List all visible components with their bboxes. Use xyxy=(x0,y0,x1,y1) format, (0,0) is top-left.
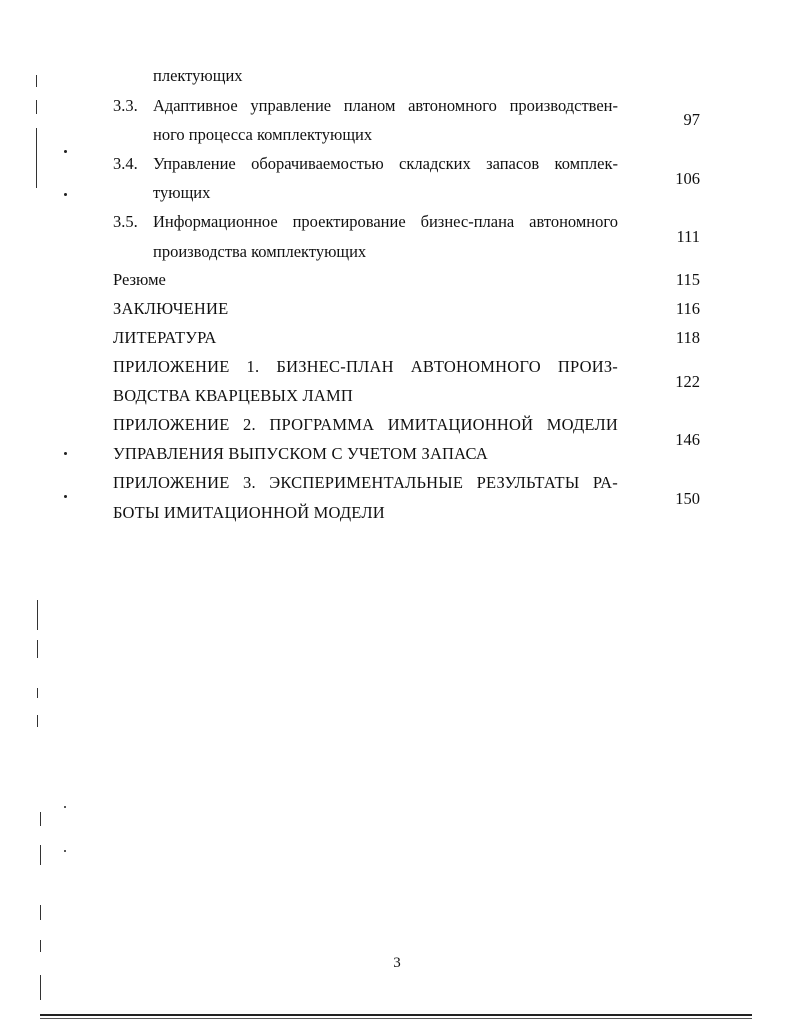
scan-artifact-mark xyxy=(37,688,38,698)
bottom-scan-edge xyxy=(40,1018,752,1019)
toc-entry-3-5-number: 3.5. xyxy=(113,212,138,231)
toc-continuation: плектующих xyxy=(153,66,243,85)
toc-entry-appendix-3-page: 150 xyxy=(675,489,700,508)
toc-entry-appendix-1-line2: ВОДСТВА КВАРЦЕВЫХ ЛАМП xyxy=(113,386,354,405)
scan-artifact-mark xyxy=(36,128,37,188)
scan-artifact-mark xyxy=(40,845,41,865)
scan-artifact-mark xyxy=(36,100,37,114)
toc-entry-literature: ЛИТЕРАТУРА xyxy=(113,328,217,347)
toc-entry-3-3-page: 97 xyxy=(683,110,700,129)
toc-entry-literature-page: 118 xyxy=(675,328,700,347)
scan-artifact-mark xyxy=(37,715,38,727)
toc-entry-appendix-3-line2: БОТЫ ИМИТАЦИОННОЙ МОДЕЛИ xyxy=(113,503,385,522)
scan-artifact-mark xyxy=(40,812,41,826)
toc-entry-3-5-page: 111 xyxy=(676,227,700,246)
toc-entry-3-5-line1: Информационное проектирование бизнес-плана автономного xyxy=(153,212,618,231)
bottom-scan-edge xyxy=(40,1014,752,1016)
toc-entry-appendix-2-page: 146 xyxy=(675,430,700,449)
scan-artifact-mark xyxy=(37,600,38,630)
toc-entry-3-5-line2: производства комплектующих xyxy=(153,242,367,261)
scan-artifact-dot xyxy=(64,150,67,153)
toc-entry-3-3-line1: Адаптивное управление планом автономного производствен- xyxy=(153,96,618,115)
toc-entry-3-4-line2: тующих xyxy=(153,183,211,202)
toc-entry-3-4-number: 3.4. xyxy=(113,154,138,173)
toc-entry-appendix-1-line1: ПРИЛОЖЕНИЕ 1. БИЗНЕС-ПЛАН АВТОНОМНОГО ПРОИЗ- xyxy=(113,357,618,376)
page-number: 3 xyxy=(393,955,401,971)
toc-entry-3-3-number: 3.3. xyxy=(113,96,138,115)
scan-artifact-dot xyxy=(64,452,67,455)
scan-artifact-dot xyxy=(64,850,66,852)
scan-artifact-dot xyxy=(64,193,67,196)
toc-entry-3-4-line1: Управление оборачиваемостью складских запасов комплек- xyxy=(153,154,618,173)
scan-artifact-dot xyxy=(64,495,67,498)
scan-artifact-mark xyxy=(37,640,38,658)
toc-entry-appendix-3-line1: ПРИЛОЖЕНИЕ 3. ЭКСПЕРИМЕНТАЛЬНЫЕ РЕЗУЛЬТАТЫ РА- xyxy=(113,473,618,492)
scan-artifact-mark xyxy=(36,75,37,87)
scan-artifact-dot xyxy=(64,806,66,808)
scan-artifact-mark xyxy=(40,905,41,920)
toc-entry-resume: Резюме xyxy=(113,270,166,289)
toc-entry-appendix-1-page: 122 xyxy=(675,372,700,391)
toc-entry-appendix-2-line2: УПРАВЛЕНИЯ ВЫПУСКОМ С УЧЕТОМ ЗАПАСА xyxy=(113,444,488,463)
toc-entry-conclusion: ЗАКЛЮЧЕНИЕ xyxy=(113,299,229,318)
scan-artifact-mark xyxy=(40,940,41,952)
toc-entry-appendix-2-line1: ПРИЛОЖЕНИЕ 2. ПРОГРАММА ИМИТАЦИОННОЙ МОДЕЛИ xyxy=(113,415,618,434)
toc-entry-conclusion-page: 116 xyxy=(675,299,700,318)
toc-entry-3-4-page: 106 xyxy=(675,169,700,188)
toc-entry-3-3-line2: ного процесса комплектующих xyxy=(153,125,373,144)
scan-artifact-mark xyxy=(40,975,41,1000)
toc-entry-resume-page: 115 xyxy=(675,270,700,289)
